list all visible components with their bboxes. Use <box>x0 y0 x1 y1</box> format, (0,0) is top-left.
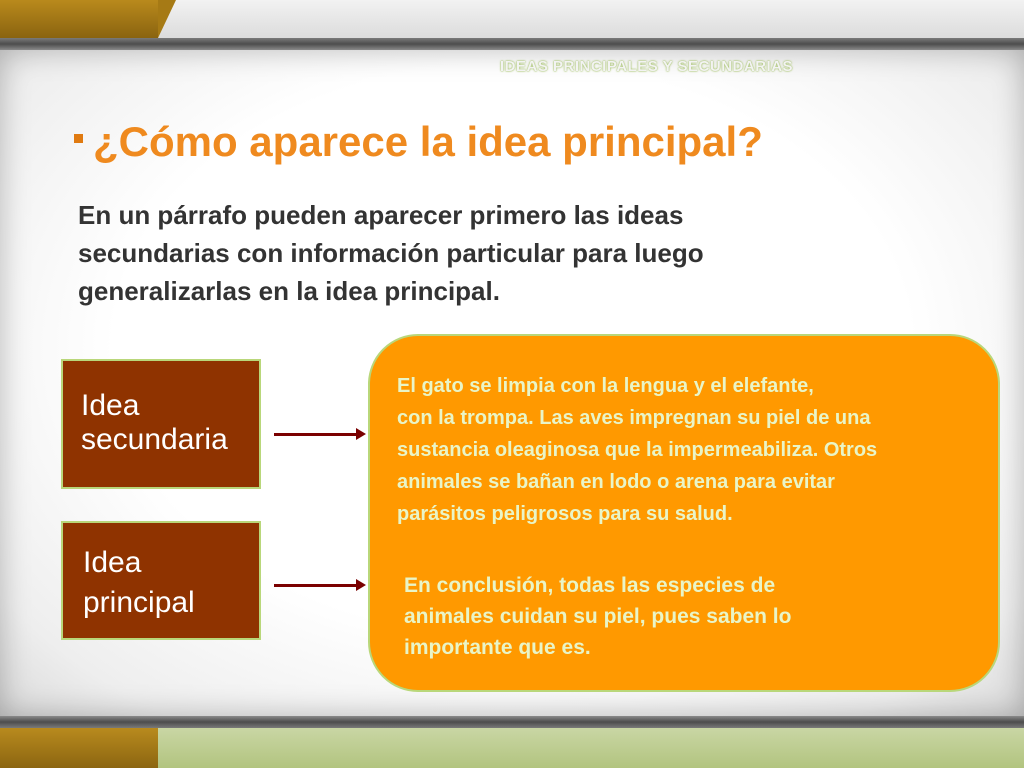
intro-paragraph <box>78 196 898 310</box>
main-idea-label-line1: Idea <box>83 546 142 579</box>
intro-line: secundarias con información particular para luego <box>78 238 704 268</box>
example-line: sustancia oleaginosa que la impermeabiliza. Otros <box>397 439 878 461</box>
secondary-idea-label-line1: Idea <box>81 389 140 422</box>
secondary-idea-label-line2: secundaria <box>81 423 228 456</box>
example-line: animales se bañan en lodo o arena para evitar <box>397 471 835 493</box>
slide-header-label: IDEAS PRINCIPALES Y SECUNDARIAS <box>500 58 794 75</box>
example-line: El gato se limpia con la lengua y el elefante, <box>397 375 814 397</box>
top-divider <box>0 38 1024 50</box>
intro-line: En un párrafo pueden aparecer primero las ideas <box>78 200 684 230</box>
slide-title: ¿Cómo aparece la idea principal? <box>93 118 763 165</box>
bottom-gold-accent <box>0 728 158 768</box>
example-line: En conclusión, todas las especies de <box>404 574 776 597</box>
example-secondary-text <box>397 370 992 530</box>
bottom-divider <box>0 716 1024 728</box>
example-line: importante que es. <box>404 636 591 659</box>
main-idea-box <box>61 521 261 640</box>
secondary-idea-box <box>61 359 261 489</box>
top-gold-accent <box>0 0 158 38</box>
main-idea-label-line2: principal <box>83 586 195 619</box>
intro-line: generalizarlas en la idea principal. <box>78 276 500 306</box>
secondary-arrow-icon <box>274 433 362 436</box>
main-arrow-icon <box>274 584 362 587</box>
example-main-text <box>404 570 924 663</box>
title-bullet-icon <box>74 134 83 143</box>
example-line: con la trompa. Las aves impregnan su piel de una <box>397 407 871 429</box>
example-line: parásitos peligrosos para su salud. <box>397 503 733 525</box>
example-line: animales cuidan su piel, pues saben lo <box>404 605 792 628</box>
